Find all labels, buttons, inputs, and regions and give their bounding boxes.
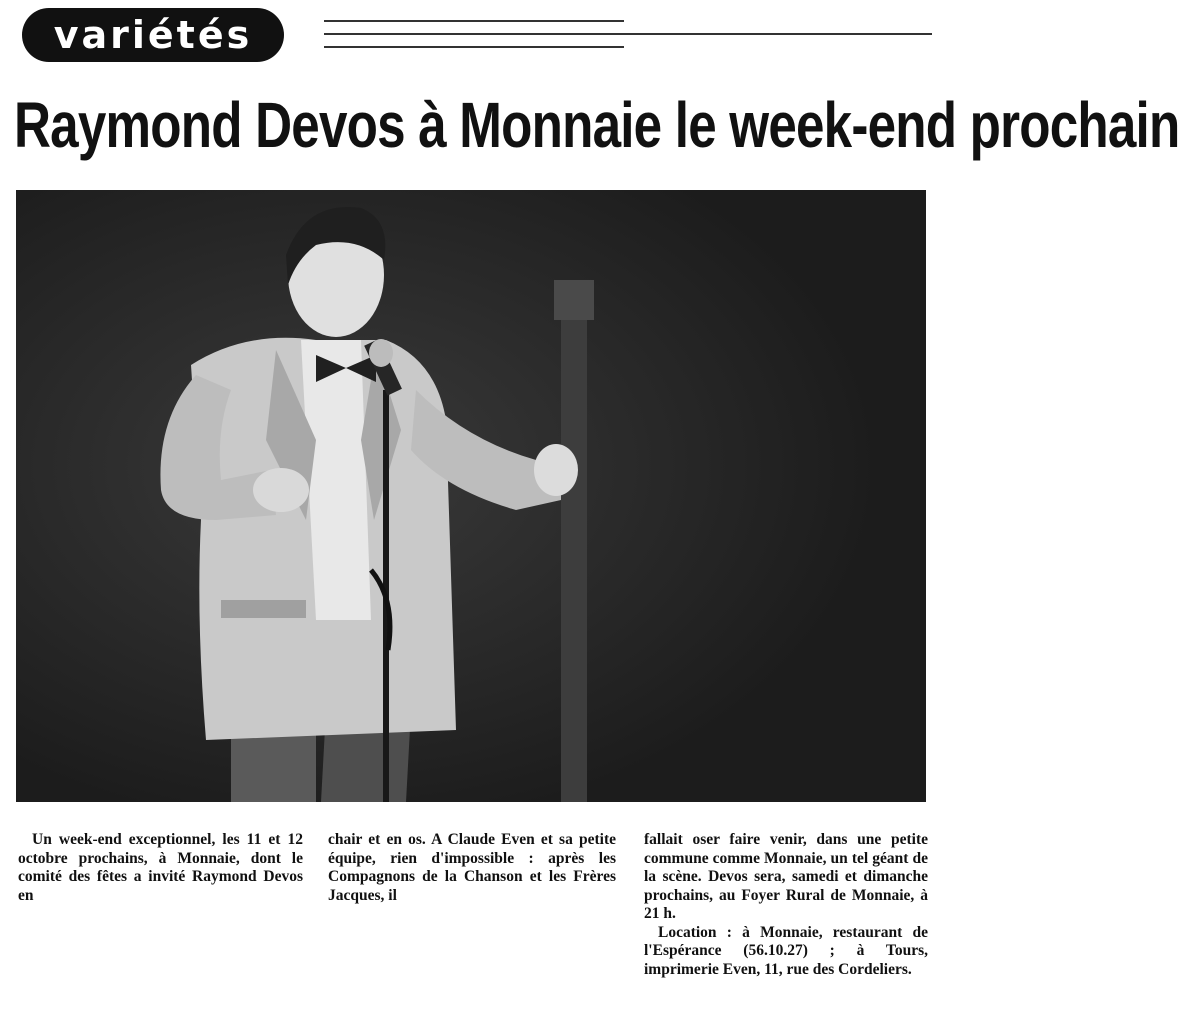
article-column-3 xyxy=(644,831,928,979)
header-rule xyxy=(324,46,624,48)
section-tag: variétés xyxy=(22,8,284,62)
header-rule xyxy=(324,20,624,22)
performer-photo xyxy=(16,190,926,802)
article-column-1 xyxy=(18,831,303,905)
article-location-text: Location : à Monnaie, restaurant de l'Espérance (56.10.27) ; à Tours, imprimerie Even, 11, rue des Cordeliers. xyxy=(644,923,928,978)
headline: Raymond Devos à Monnaie le week-end prochain xyxy=(14,89,1179,161)
article-text: chair et en os. A Claude Even et sa petite équipe, rien d'impossible : après les Compagnons de la Chanson et les Frères Jacques, il xyxy=(328,831,616,904)
header-rule xyxy=(324,33,932,35)
article-text: fallait oser faire venir, dans une petite commune comme Monnaie, un tel géant de la scène. Devos sera, samedi et dimanche prochains, au Foyer Rural de Monnaie, à 21 h. xyxy=(644,831,928,922)
article-text: Un week-end exceptionnel, les 11 et 12 octobre prochains, à Monnaie, dont le comité des fêtes a invité Raymond Devos en xyxy=(18,831,303,904)
article-column-2 xyxy=(328,831,616,905)
performer-on-stage-icon xyxy=(16,190,926,802)
